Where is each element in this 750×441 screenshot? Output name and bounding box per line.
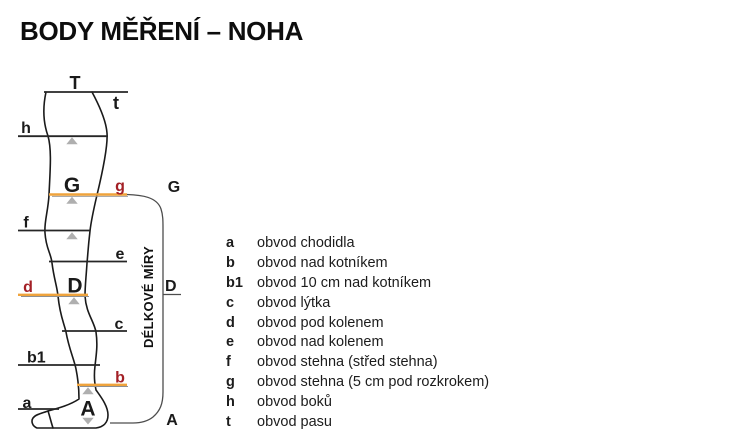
legend-label: obvod boků bbox=[257, 394, 332, 411]
legend-label: obvod pasu bbox=[257, 414, 332, 431]
legend-label: obvod chodidla bbox=[257, 235, 355, 251]
marker-triangle-b bbox=[82, 387, 93, 394]
legend-label: obvod 10 cm nad kotníkem bbox=[257, 274, 432, 291]
length-bracket-title: DÉLKOVÉ MÍRY bbox=[141, 245, 156, 349]
measurement-legend bbox=[226, 235, 489, 434]
marker-triangle-g bbox=[66, 197, 77, 204]
legend-key: e bbox=[226, 334, 235, 351]
legend-row bbox=[226, 295, 489, 315]
bracket-label-D: D bbox=[165, 278, 177, 295]
legend-row bbox=[226, 374, 489, 394]
bracket-label-A: A bbox=[166, 412, 178, 429]
label-e: e bbox=[115, 246, 125, 263]
page-title: BODY MĚŘENÍ – NOHA bbox=[20, 16, 304, 46]
label-T: T bbox=[69, 73, 81, 93]
marker-triangle-f bbox=[66, 232, 77, 239]
legend-key: f bbox=[226, 354, 231, 371]
label-h: h bbox=[21, 120, 31, 137]
sock-toe-band bbox=[48, 411, 53, 428]
legend-label: obvod stehna (5 cm pod rozkrokem) bbox=[257, 374, 490, 391]
label-D: D bbox=[67, 274, 83, 298]
label-f: f bbox=[23, 214, 29, 232]
label-c: c bbox=[114, 316, 124, 333]
legend-row bbox=[226, 334, 489, 354]
legend-key: h bbox=[226, 394, 235, 411]
legend-row bbox=[226, 255, 489, 275]
leg-measurement-diagram bbox=[0, 0, 215, 441]
label-g: g bbox=[115, 178, 125, 195]
legend-key: d bbox=[226, 314, 235, 331]
label-A: A bbox=[80, 397, 96, 421]
legend-key: b bbox=[226, 254, 235, 271]
legend-row bbox=[226, 315, 489, 335]
label-b: b bbox=[115, 369, 125, 387]
label-t: t bbox=[113, 93, 119, 113]
label-a: a bbox=[22, 395, 32, 412]
legend-row bbox=[226, 354, 489, 374]
bracket-label-G: G bbox=[167, 179, 181, 196]
legend-key: t bbox=[226, 414, 231, 431]
marker-triangle-h bbox=[66, 137, 77, 144]
legend-row bbox=[226, 394, 489, 414]
legend-label: obvod stehna (střed stehna) bbox=[257, 354, 438, 371]
legend-key: a bbox=[226, 235, 235, 251]
legend-key: g bbox=[226, 374, 235, 391]
label-d: d bbox=[23, 279, 33, 296]
legend-label: obvod pod kolenem bbox=[257, 314, 384, 331]
legend-label: obvod lýtka bbox=[257, 294, 331, 311]
label-G: G bbox=[63, 174, 81, 197]
legend-row bbox=[226, 275, 489, 295]
legend-key: b1 bbox=[226, 274, 243, 291]
legend-label: obvod nad kolenem bbox=[257, 334, 384, 351]
legend-key: c bbox=[226, 294, 235, 311]
marker-triangle-d bbox=[68, 297, 79, 304]
legend-row bbox=[226, 235, 489, 255]
label-b1: b1 bbox=[27, 349, 46, 367]
legend-label: obvod nad kotníkem bbox=[257, 254, 388, 271]
legend-row bbox=[226, 414, 489, 434]
